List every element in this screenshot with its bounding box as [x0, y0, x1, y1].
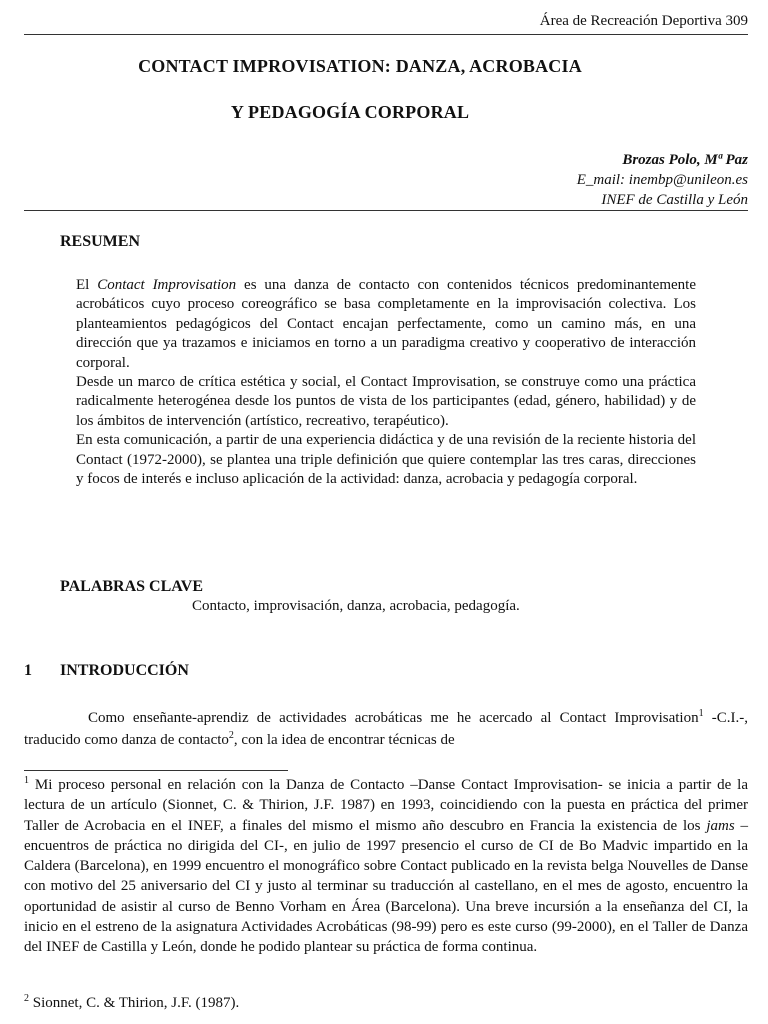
- footnote-1: $^1$ Mi proceso personal en relación con la Danza de Contacto –Danse Contact Improvisation- se inicia a partir de la lectura de un artículo (Sionnet, C. & Thirion, J.F. 1987) en 1993, coincidiendo con la puesta en práctica del primer Taller de Acrobacia en el INEF, a finales del mismo el mismo año descubro en Francia la existencia de los jams –encuentros de práctica no dirigida del CI-, en julio de 1997 presencio el curso de CI de Bo Madvic impartido en la Caldera (Barcelona), en 1999 encuentro el monográfico sobre Contact publicado en la revista belga Nouvelles de Danse con motivo del 25 aniversario del CI y justo al terminar su traducción al castellano, en el mes de agosto, encuentro la oportunidad de asistir al curso de Benno Vorham en Área (Barcelona). Una breve incursión a la enseñanza del CI, la inicio en el estreno de la asignatura Actividades Acrobáticas (98-99) pero es este curso (99-2000), en el Taller de Danza del INEF de Castilla y León, donde he podido plantear su práctica de forma continua.: [24, 775, 748, 956]
- abstract-emphasis: Contact Improvisation: [97, 277, 237, 293]
- footnote-rule: [24, 770, 288, 771]
- author-email: E_mail: inembp@unileon.es: [576, 172, 748, 188]
- footnote-2: $^2$ Sionnet, C. & Thirion, J.F. (1987).: [24, 993, 240, 1011]
- footnote-1-mark: 1: [24, 775, 29, 786]
- header-rule: [24, 34, 748, 35]
- title-line-1: CONTACT IMPROVISATION: DANZA, ACROBACIA: [138, 56, 582, 76]
- footnote-2-mark: 2: [24, 993, 29, 1004]
- author-affiliation: INEF de Castilla y León: [601, 192, 748, 208]
- running-head: Área de Recreación Deportiva 309: [539, 13, 748, 29]
- abstract-paragraph-1: El Contact Improvisation es una danza de contacto con contenidos técnicos predominantemente acrobáticos cuyo proceso coreográfico se basa completamente en la improvisación colectiva. Los planteamientos pedagógicos del Contact encajan perfectamente, como un camino más, en una dirección que ya trazamos e iniciamos en torno a un paradigma creativo y cooperativo de interacción corporal.: [76, 277, 696, 371]
- abstract-paragraph-2: Desde un marco de crítica estética y social, el Contact Improvisation, se construye como una práctica radicalmente heterogénea desde los puntos de vista de los participantes (edad, género, habilidad) y de los ámbitos de intervención (artístico, recreativo, terapéutico).: [76, 374, 696, 429]
- author-name: Brozas Polo, Mª Paz: [622, 152, 748, 168]
- abstract-paragraph-3: En esta comunicación, a partir de una experiencia didáctica y de una revisión de la reciente historia del Contact (1972-2000), se plantea una triple definición que quiere contemplar las tres caras, direcciones y focos de interés e incluso aplicación de la actividad: danza, acrobacia y pedagogía corporal.: [76, 432, 696, 488]
- author-rule: [24, 210, 748, 211]
- keywords-heading: PALABRAS CLAVE: [60, 578, 203, 595]
- section-number: 1: [24, 662, 32, 679]
- author-block: [577, 150, 748, 210]
- footnote-ref-2[interactable]: 2: [228, 730, 234, 741]
- footnote-emphasis: jams: [706, 817, 735, 834]
- abstract-body: [76, 276, 696, 489]
- section-heading: INTRODUCCIÓN: [60, 662, 189, 679]
- resumen-heading: RESUMEN: [60, 233, 141, 250]
- title-line-2: Y PEDAGOGÍA CORPORAL: [230, 102, 470, 122]
- intro-paragraph: Como enseñante-aprendiz de actividades acrobáticas me he acercado al Contact Improvisation$^1$ -C.I.-, traducido como danza de contacto$^2$, con la idea de encontrar técnicas de: [24, 708, 748, 748]
- keywords-text: Contacto, improvisación, danza, acrobacia, pedagogía.: [192, 598, 520, 614]
- footnote-ref-1[interactable]: 1: [698, 708, 704, 719]
